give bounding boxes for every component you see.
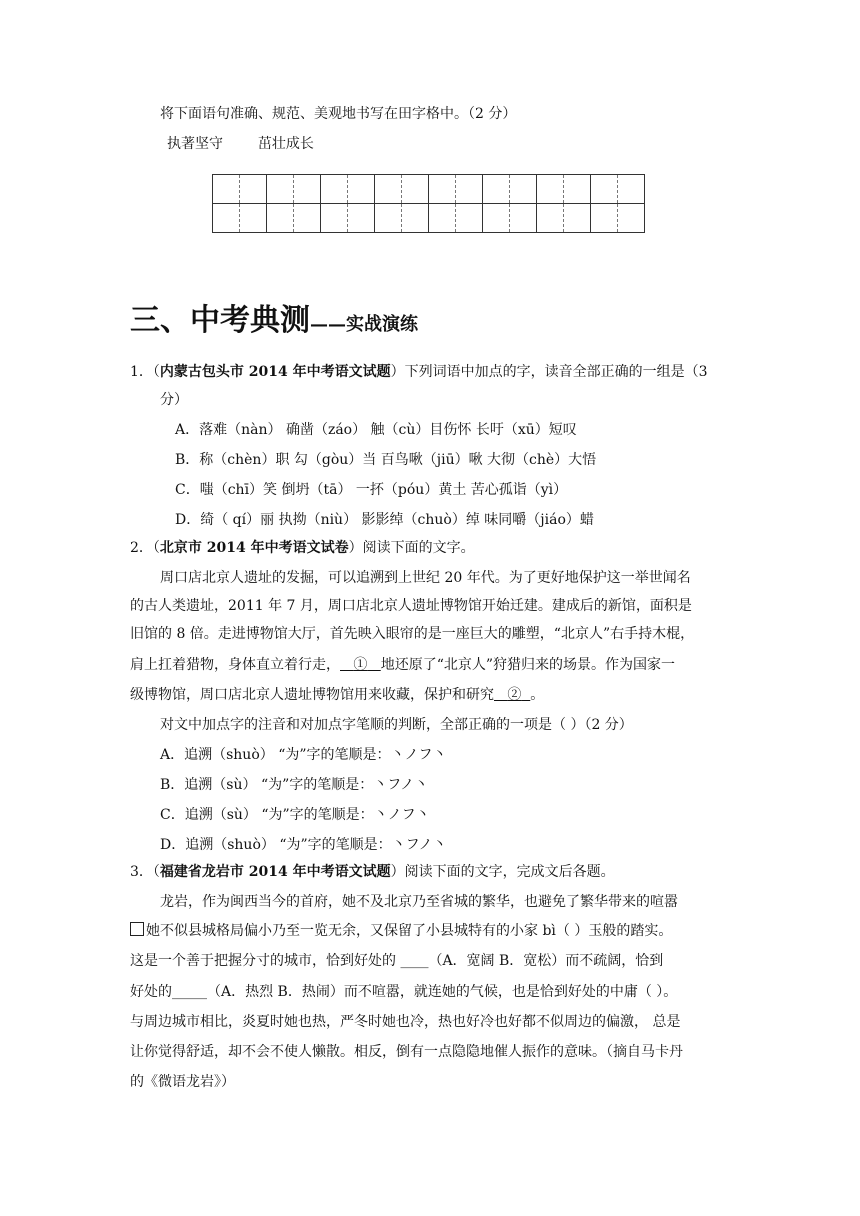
grid-cell bbox=[537, 204, 591, 233]
q1-option-d: D．绮（ qí）丽 执拗（niù） 影影绰（chuò）绰 味同嚼（jiáo）蜡 bbox=[175, 512, 594, 528]
grid-cell bbox=[591, 204, 645, 233]
q2-question: 对文中加点字的注音和对加点字笔顺的判断，全部正确的一项是（ ）（2 分） bbox=[160, 717, 633, 733]
grid-cell bbox=[321, 175, 375, 204]
q3-passage-line: 这是一个善于把握分寸的城市，恰到好处的 ____（A．宽阔 B．宽松）而不疏阔，恰到 bbox=[130, 953, 664, 969]
grid-cell bbox=[429, 175, 483, 204]
q2-passage-line: 级博物馆，周口店北京人遗址博物馆用来收藏，保护和研究 ② 。 bbox=[130, 687, 545, 703]
q1-option-a: A．落难（nàn） 确凿（záo） 触（cù）目伤怀 长吁（xū）短叹 bbox=[175, 422, 577, 438]
blank-1: ① bbox=[353, 657, 368, 673]
q3-passage-line: 的《微语龙岩》） bbox=[130, 1074, 235, 1090]
grid-cell bbox=[375, 175, 429, 204]
q2-source: 北京市 2014 年中考语文试卷 bbox=[159, 540, 349, 556]
grid-cell bbox=[267, 175, 321, 204]
q3-passage-line: 让你觉得舒适，却不会不使人懒散。相反，倒有一点隐隐地催人振作的意味。（摘自马卡丹 bbox=[130, 1044, 683, 1060]
placeholder-box bbox=[130, 922, 144, 936]
grid-cell bbox=[213, 204, 267, 233]
q2-option-b: B．追溯（sù） “为”字的笔顺是：丶フノ丶 bbox=[160, 777, 429, 793]
q3-stem: 3．（福建省龙岩市 2014 年中考语文试题）阅读下面的文字，完成文后各题。 bbox=[130, 864, 615, 880]
section-subheading: ——实战演练 bbox=[310, 314, 418, 335]
grid-cell bbox=[537, 175, 591, 204]
writing-instruction: 将下面语句准确、规范、美观地书写在田字格中。（2 分） bbox=[160, 106, 517, 122]
q2-option-d: D．追溯（shuò） “为”字的笔顺是：丶フノ丶 bbox=[160, 837, 447, 853]
q3-passage-line: 与周边城市相比，炎夏时她也热，严冬时她也冷，热也好冷也好都不似周边的偏激， 总是 bbox=[130, 1014, 681, 1030]
q1-source: 内蒙古包头市 2014 年中考语文试题 bbox=[159, 364, 391, 380]
grid-cell bbox=[483, 175, 537, 204]
phrase-line bbox=[167, 134, 314, 154]
q2-passage-line: 周口店北京人遗址的发掘，可以追溯到上世纪 20 年代。为了更好地保护这一举世闻名 bbox=[160, 570, 691, 586]
phrase-1: 执著坚守 bbox=[167, 136, 223, 152]
q3-passage-line: 龙岩，作为闽西当今的首府，她不及北京乃至省城的繁华，也避免了繁华带来的喧嚣 bbox=[160, 894, 678, 910]
grid-cell bbox=[213, 175, 267, 204]
grid-cell bbox=[483, 204, 537, 233]
grid-cell bbox=[591, 175, 645, 204]
q2-passage-line: 肩上扛着猎物，身体直立着行走， ① 地还原了“北京人”狩猎归来的场景。作为国家一 bbox=[130, 657, 676, 673]
q2-passage-line: 的古人类遗址，2011 年 7 月，周口店北京人遗址博物馆开始迁建。建成后的新馆，面积是 bbox=[130, 598, 692, 614]
blank-2: ② bbox=[507, 687, 522, 703]
q1-stem-cont: 分） bbox=[160, 392, 188, 408]
q2-passage-line: 旧馆的 8 倍。走进博物馆大厅，首先映入眼帘的是一座巨大的雕塑，“北京人”右手持木棍， bbox=[130, 626, 695, 642]
q3-source: 福建省龙岩市 2014 年中考语文试题 bbox=[159, 864, 391, 880]
phrase-2: 茁壮成长 bbox=[257, 136, 314, 152]
q3-passage-line: 好处的_____（A．热烈 B．热闹）而不喧嚣，就连她的气候，也是恰到好处的中庸（ ）。 bbox=[130, 984, 678, 1000]
grid-cell bbox=[429, 204, 483, 233]
q2-option-a: A．追溯（shuò） “为”字的笔顺是：丶ノフ丶 bbox=[160, 747, 447, 763]
grid-cell bbox=[267, 204, 321, 233]
q2-stem: 2．（北京市 2014 年中考语文试卷）阅读下面的文字。 bbox=[130, 540, 475, 556]
grid-cell bbox=[321, 204, 375, 233]
tianzige-grid bbox=[212, 174, 645, 233]
q1-option-b: B．称（chèn）职 勾（gòu）当 百鸟啾（jiū）啾 大彻（chè）大悟 bbox=[175, 452, 597, 468]
section-heading: 三、中考典测——实战演练 bbox=[130, 303, 418, 338]
grid-cell bbox=[375, 204, 429, 233]
q3-passage-line: 她不似县城格局偏小乃至一览无余，又保留了小县城特有的小家 bì（ ）玉般的踏实。 bbox=[130, 921, 672, 941]
q1-option-c: C．嗤（chī）笑 倒坍（tā） 一抔（póu）黄土 苦心孤诣（yì） bbox=[175, 482, 568, 498]
q1-stem: 1．（内蒙古包头市 2014 年中考语文试题）下列词语中加点的字，读音全部正确的一组是（3 bbox=[130, 364, 708, 380]
q2-option-c: C．追溯（sù） “为”字的笔顺是：丶ノフ丶 bbox=[160, 807, 430, 823]
